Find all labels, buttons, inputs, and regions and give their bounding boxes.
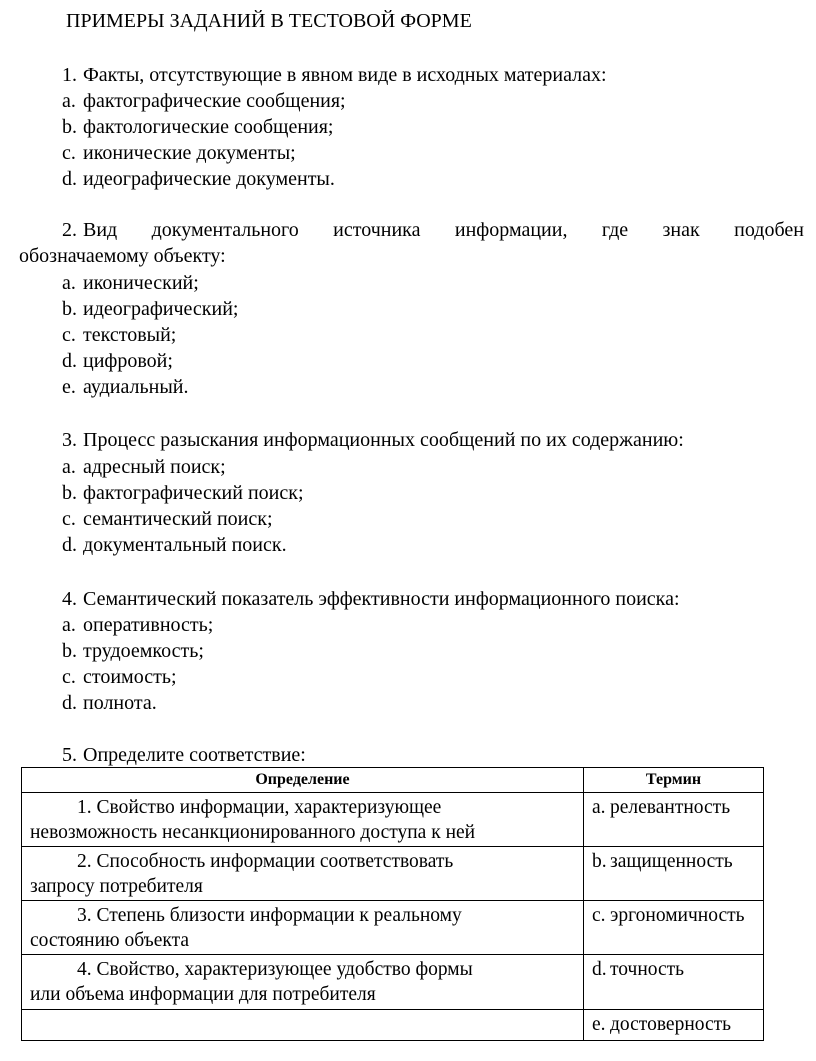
question-2	[62, 217, 804, 243]
option-1c	[62, 140, 296, 166]
option-text: полнота.	[83, 692, 157, 714]
term-cell	[584, 901, 764, 955]
question-text: Определите соответствие:	[83, 744, 306, 766]
definition-line: запросу потребителя	[30, 876, 203, 897]
term-cell	[584, 793, 764, 847]
question-text: Семантический показатель эффективности информационного поиска:	[83, 588, 680, 610]
option-2b	[62, 296, 239, 322]
option-text: фактологические сообщения;	[83, 116, 334, 138]
option-2c	[62, 322, 176, 348]
question-word: где	[601, 219, 629, 241]
term-cell	[584, 1010, 764, 1041]
option-text: цифровой;	[83, 350, 173, 372]
term-text: эргономичность	[610, 905, 745, 926]
question-word: подобен	[734, 219, 804, 241]
term-text: релевантность	[610, 797, 731, 818]
option-text: адресный поиск;	[83, 456, 226, 478]
option-letter: c.	[62, 508, 76, 530]
definition-cell	[22, 793, 584, 847]
question-word: информации,	[454, 219, 568, 241]
option-4a	[62, 612, 213, 638]
option-text: идеографические документы.	[83, 168, 335, 190]
table-row	[22, 793, 764, 847]
table-row	[22, 901, 764, 955]
definition-line: или объема информации для потребителя	[30, 984, 376, 1005]
table-row	[22, 1010, 764, 1041]
term-letter: e.	[592, 1014, 606, 1035]
term-letter: d.	[592, 959, 607, 980]
definition-cell	[22, 955, 584, 1010]
question-text: Процесс разыскания информационных сообщений по их содержанию:	[83, 429, 684, 451]
definition-line: 4. Свойство, характеризующее удобство формы	[77, 959, 473, 980]
term-text: защищенность	[610, 851, 733, 872]
option-text: трудоемкость;	[83, 640, 204, 662]
option-2e	[62, 374, 188, 400]
question-number: 1.	[62, 64, 77, 86]
option-letter: d.	[62, 350, 77, 372]
option-letter: a.	[62, 90, 76, 112]
table-row	[22, 847, 764, 901]
question-number: 2.	[62, 219, 77, 241]
option-4c	[62, 664, 177, 690]
option-letter: d.	[62, 168, 77, 190]
term-cell	[584, 955, 764, 1010]
definition-line: 1. Свойство информации, характеризующее	[77, 797, 442, 818]
option-2a	[62, 270, 199, 296]
definition-cell	[22, 901, 584, 955]
option-letter: a.	[62, 614, 76, 636]
option-text: фактографические сообщения;	[83, 90, 346, 112]
option-text: аудиальный.	[83, 376, 189, 398]
definition-line: 3. Степень близости информации к реальному	[77, 905, 462, 926]
option-4b	[62, 638, 204, 664]
page-title: ПРИМЕРЫ ЗАДАНИЙ В ТЕСТОВОЙ ФОРМЕ	[66, 10, 472, 32]
definition-line: 2. Способность информации соответствовать	[77, 851, 454, 872]
definition-cell	[22, 847, 584, 901]
table-row	[22, 955, 764, 1010]
option-text: оперативность;	[83, 614, 214, 636]
option-text: иконические документы;	[83, 142, 296, 164]
question-1	[62, 62, 607, 88]
table-header-row	[22, 768, 764, 793]
question-text	[83, 217, 804, 243]
option-letter: b.	[62, 482, 77, 504]
question-word: документального	[151, 219, 299, 241]
option-text: стоимость;	[83, 666, 177, 688]
option-letter: c.	[62, 324, 76, 346]
header-term: Термин	[584, 768, 764, 793]
question-number: 5.	[62, 744, 77, 766]
option-letter: b.	[62, 116, 77, 138]
option-text: документальный поиск.	[83, 534, 287, 556]
question-number: 3.	[62, 429, 77, 451]
option-text: иконический;	[83, 272, 199, 294]
option-letter: a.	[62, 456, 76, 478]
option-letter: a.	[62, 272, 76, 294]
option-letter: c.	[62, 142, 76, 164]
term-letter: c.	[592, 905, 606, 926]
term-cell	[584, 847, 764, 901]
option-letter: d.	[62, 534, 77, 556]
option-1b	[62, 114, 334, 140]
definition-line: невозможность несанкционированного доступа к ней	[30, 822, 476, 843]
option-letter: b.	[62, 640, 77, 662]
question-text: Факты, отсутствующие в явном виде в исходных материалах:	[83, 64, 607, 86]
option-1d	[62, 166, 335, 192]
option-2d	[62, 348, 173, 374]
term-text: достоверность	[610, 1014, 732, 1035]
option-text: фактографический поиск;	[83, 482, 304, 504]
option-letter: c.	[62, 666, 76, 688]
option-text: семантический поиск;	[83, 508, 273, 530]
term-letter: b.	[592, 851, 607, 872]
header-definition: Определение	[22, 768, 584, 793]
definition-line: состоянию объекта	[30, 930, 190, 951]
definition-cell-empty	[22, 1010, 584, 1041]
option-3a	[62, 454, 226, 480]
question-4	[62, 586, 680, 612]
option-3c	[62, 506, 273, 532]
question-word: источника	[333, 219, 421, 241]
question-word: знак	[662, 219, 700, 241]
question-3	[62, 427, 684, 453]
matching-table	[21, 767, 764, 1041]
question-2-continuation: обозначаемому объекту:	[19, 245, 226, 267]
question-word: Вид	[83, 219, 118, 241]
option-3b	[62, 480, 304, 506]
option-4d	[62, 690, 157, 716]
option-text: текстовый;	[83, 324, 177, 346]
option-1a	[62, 88, 346, 114]
option-letter: d.	[62, 692, 77, 714]
option-3d	[62, 532, 287, 558]
option-letter: e.	[62, 376, 76, 398]
term-letter: a.	[592, 797, 606, 818]
question-number: 4.	[62, 588, 77, 610]
option-text: идеографический;	[83, 298, 239, 320]
option-letter: b.	[62, 298, 77, 320]
question-5	[62, 742, 306, 768]
term-text: точность	[610, 959, 685, 980]
